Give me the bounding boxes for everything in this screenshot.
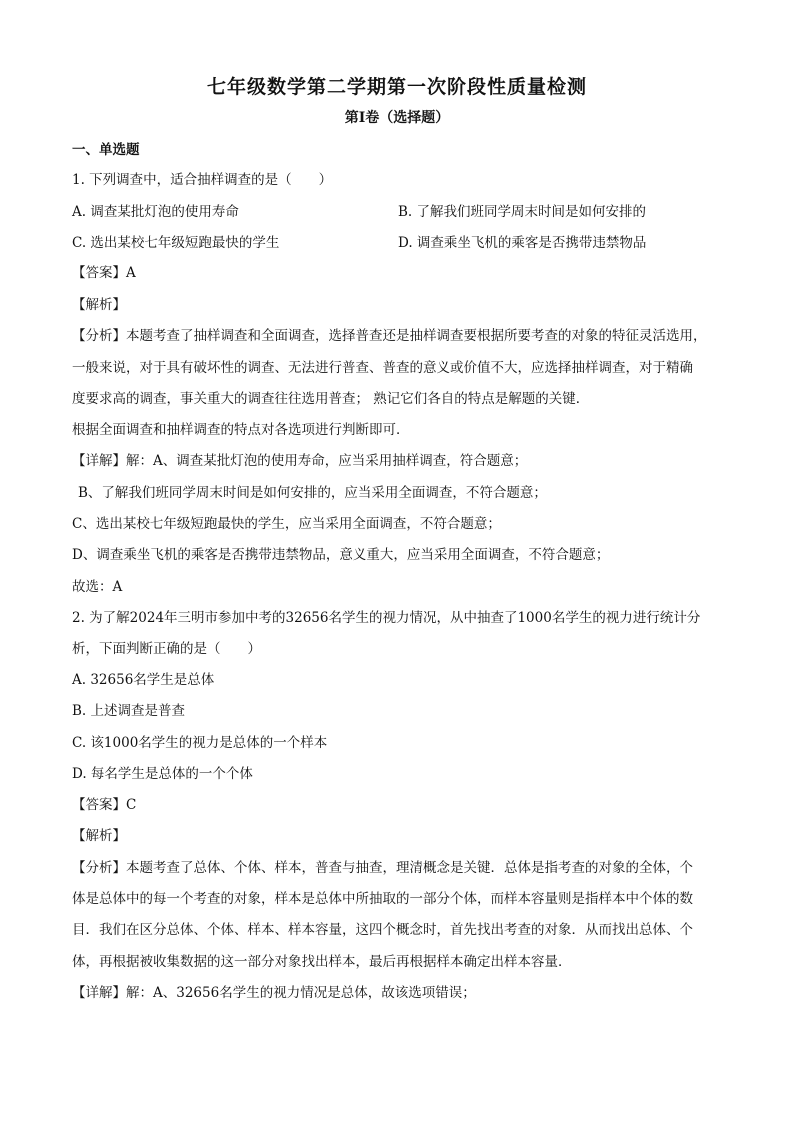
q2-option-d: D. 每名学生是总体的一个个体: [72, 766, 253, 782]
q2-stem-line: 析，下面判断正确的是（ ）: [72, 641, 261, 657]
q2-option-b: B. 上述调查是普查: [72, 703, 186, 719]
q2-stem-line: 2. 为了解2024年三明市参加中考的32656名学生的视力情况，从中抽查了1000名学生的视力进行统计分: [72, 610, 701, 626]
q1-analysis-line: 度要求高的调查，事关重大的调查往往选用普查； 熟记它们各自的特点是解题的关键．: [72, 391, 590, 407]
q1-option-a: A. 调查某批灯泡的使用寿命: [72, 204, 239, 220]
q1-analysis-line: 一般来说，对于具有破坏性的调查、无法进行普查、普查的意义或价值不大，应选择抽样调查，对于精确: [72, 360, 693, 376]
q2-analysis-label: 【解析】: [72, 828, 126, 844]
q2-analysis-line: 体是总体中的每一个考查的对象，样本是总体中所抽取的一部分个体，而样本容量则是指样本中个体的数: [72, 891, 693, 907]
q2-option-c: C. 该1000名学生的视力是总体的一个样本: [72, 735, 328, 751]
q1-detail-line: C、选出某校七年级短跑最快的学生，应当采用全面调查，不符合题意；: [72, 516, 501, 532]
q1-detail-line: 故选：A: [72, 579, 123, 595]
q1-option-d: D. 调查乘坐飞机的乘客是否携带违禁物品: [398, 235, 647, 251]
q2-detail-line: 【详解】解：A、32656名学生的视力情况是总体，故该选项错误；: [72, 985, 476, 1001]
q2-answer: 【答案】C: [72, 797, 137, 813]
section-heading: 一、单选题: [72, 142, 140, 158]
q1-analysis-label: 【解析】: [72, 297, 126, 313]
q1-detail-line: 【详解】解：A、调查某批灯泡的使用寿命，应当采用抽样调查，符合题意；: [72, 453, 528, 469]
q1-option-b: B. 了解我们班同学周末时间是如何安排的: [398, 204, 647, 220]
q1-analysis-line: 根据全面调查和抽样调查的特点对各选项进行判断即可．: [72, 422, 410, 438]
q1-detail-line: B、了解我们班同学周末时间是如何安排的，应当采用全面调查，不符合题意；: [78, 485, 547, 501]
q2-analysis-line: 目．我们在区分总体、个体、样本、样本容量，这四个概念时，首先找出考查的对象．从而找出总体、个: [72, 922, 693, 938]
q1-answer: 【答案】A: [72, 265, 136, 281]
page-subtitle: 第Ⅰ卷（选择题）: [344, 110, 450, 126]
q1-stem: 1. 下列调查中，适合抽样调查的是（ ）: [72, 172, 333, 188]
q1-option-c: C. 选出某校七年级短跑最快的学生: [72, 235, 280, 251]
q2-analysis-line: 【分析】本题考查了总体、个体、样本，普查与抽查，理清概念是关键．总体是指考查的对象的全体，个: [72, 860, 693, 876]
q1-detail-line: D、调查乘坐飞机的乘客是否携带违禁物品，意义重大，应当采用全面调查，不符合题意；: [72, 547, 610, 563]
q1-analysis-line: 【分析】本题考查了抽样调查和全面调查，选择普查还是抽样调查要根据所要考查的对象的特征灵活选用，: [72, 328, 707, 344]
q2-option-a: A. 32656名学生是总体: [72, 672, 215, 688]
q2-analysis-line: 体，再根据被收集数据的这一部分对象找出样本，最后再根据样本确定出样本容量．: [72, 954, 572, 970]
page-title: 七年级数学第二学期第一次阶段性质量检测: [206, 76, 587, 98]
